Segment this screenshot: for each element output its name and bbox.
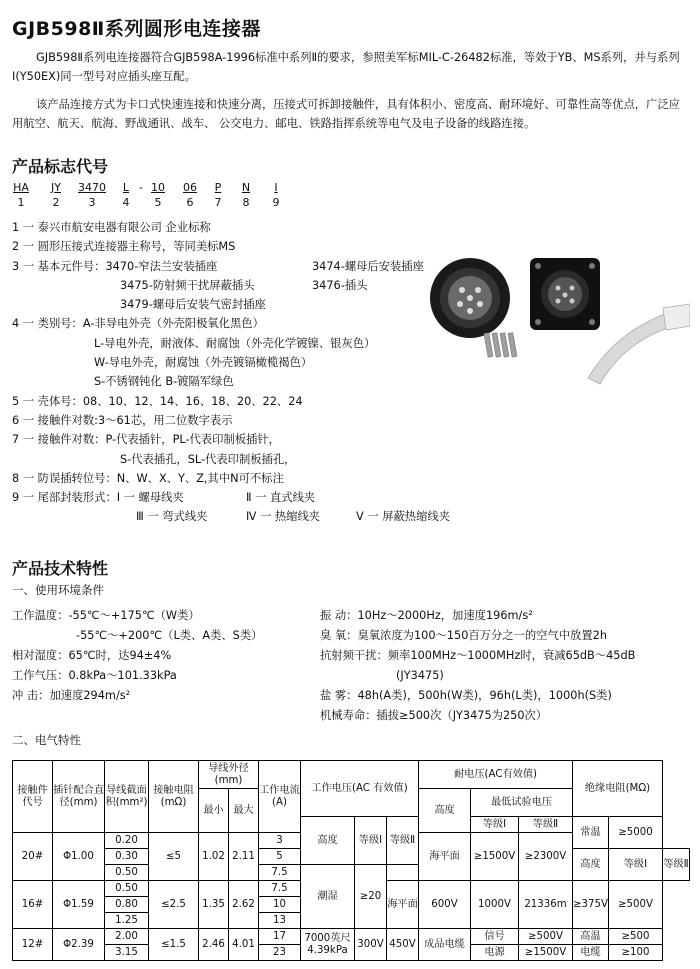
table-row: 0.80 10: [13, 897, 690, 913]
intro-paragraph-1: GJB598Ⅱ系列电连接器符合GJB598A-1996标准中系列Ⅱ的要求，参照美军标MIL-C-26482标准，等效于YB、MS系列，并与系列I(Y50EX)同一型号对应插头座互配。: [12, 51, 680, 83]
header-contact: 接触件代号: [13, 761, 53, 833]
legend-item-4: 4 一 类别号：A-非导电外壳（外壳阳极氧化黑色）: [12, 317, 264, 331]
code-number: 7: [214, 196, 222, 209]
legend-item-7-cont: S-代表插孔，SL-代表印制板插孔，: [120, 452, 296, 466]
legend-item-6: 6 一 接触件对数:3～61芯，用二位数字表示: [12, 413, 233, 427]
legend-item-7: 7 一 接触件对数：P-代表插针，PL-代表印制板插针，: [12, 433, 280, 447]
env-rf-2: (JY3475): [396, 669, 444, 682]
header-wire: 导线截面积(mm²): [105, 761, 149, 833]
env-title: 一、使用环境条件: [12, 583, 104, 597]
code-number: 2: [52, 196, 60, 209]
legend-item-3-cont2: 3479-螺母后安装气密封插座: [120, 298, 266, 312]
header-insulation: 绝缘电阻(MΩ): [573, 761, 663, 817]
legend-item-9-cont: Ⅲ 一 弯式线夹 Ⅳ 一 热缩线夹 Ⅴ 一 屏蔽热缩线夹: [136, 510, 450, 524]
env-conditions-right: [320, 606, 635, 726]
header-wd-min: 最低试验电压: [471, 789, 573, 817]
code-part: N: [241, 181, 251, 194]
legend-item-4-cont2: W-导电外壳，耐腐蚀（外壳镀镉橄榄褐色）: [94, 356, 313, 370]
code-number: 4: [122, 196, 130, 209]
code-part: JY: [51, 181, 61, 194]
electrical-spec-table: [12, 760, 690, 961]
env-conditions-left: [12, 606, 262, 706]
code-number: 5: [154, 196, 162, 209]
table-row: 20# Φ1.00 0.20 ≤5 1.02 2.11 3 海平面 ≥1500V ≥2300V: [13, 833, 690, 849]
wv-alt: 高度: [301, 817, 355, 865]
section-title-tech: 产品技术特性: [12, 559, 109, 578]
legend-item-3: 3 一 基本元件号：3470-窄法兰安装插座 3474-螺母后安装插座: [12, 259, 424, 273]
code-part: 3470: [78, 181, 106, 194]
code-number: 6: [186, 196, 194, 209]
env-life: 机械寿命：插拔≥500次（JY3475为250次）: [320, 709, 548, 722]
code-part: HA: [13, 181, 29, 194]
legend-item-4-cont3: S-不锈钢钝化 B-镀隔军绿色: [94, 375, 234, 389]
table-row: 16# Φ1.59 0.50 ≤2.5 1.35 2.62 7.5 海平面 600V 1000V 21336m ≥375V ≥500V: [13, 881, 690, 897]
ins-normal: 常温: [573, 817, 609, 849]
code-part: -: [139, 181, 143, 194]
code-part: 06: [183, 181, 197, 194]
table-row: 0.30 5 高度 等级Ⅰ 等级Ⅱ: [13, 849, 690, 865]
code-part: 10: [151, 181, 165, 194]
code-number: 9: [272, 196, 280, 209]
table-row: 3.15 23 电源 ≥1500V 电缆 ≥100: [13, 945, 690, 961]
header-od-max: 最大: [229, 789, 259, 833]
code-part: L: [122, 181, 130, 194]
code-part: P: [214, 181, 222, 194]
env-temp-2: -55℃～+200℃（L类、A类、S类）: [76, 629, 263, 642]
wv-g2: 等级Ⅱ: [387, 817, 419, 865]
header-working-voltage: 工作电压(AC 有效值): [301, 761, 419, 817]
env-temp: 工作温度：-55℃～+175℃（W类）: [12, 609, 200, 622]
env-salt: 盐 雾：48h(A类)，500h(W类)，96h(L类)，1000h(S类): [320, 689, 612, 702]
section-title-marking: 产品标志代号: [12, 157, 109, 176]
ins-normal-v: ≥5000: [608, 817, 662, 849]
legend-item-2: 2 一 圆形压接式连接器主称号，等同美标MS: [12, 240, 236, 254]
intro-paragraph-2: 该产品连接方式为卡口式快速连接和快速分离，压接式可拆卸接触件，具有体积小、密度高、耐环境好、可靠性高等优点，广泛应用航空、航天、航海、野战通讯、战车、 公交电力、邮电、铁路指挥系统等电气及电子设备的线路连接。: [12, 98, 680, 130]
header-withstand: 耐电压(AC有效值): [419, 761, 573, 789]
header-od-min: 最小: [199, 789, 229, 833]
wv-g1: 等级Ⅰ: [355, 817, 387, 865]
code-number: 8: [242, 196, 250, 209]
connector-photo: [428, 238, 690, 398]
header-res: 接触电阻(mΩ): [149, 761, 199, 833]
code-legend: [12, 218, 450, 527]
env-pressure: 工作气压：0.8kPa～101.33kPa: [12, 669, 177, 682]
code-part: I: [274, 181, 278, 194]
code-number: 1: [17, 196, 25, 209]
header-pin: 插针配合直径(mm): [53, 761, 105, 833]
legend-item-4-cont: L-导电外壳，耐液体、耐腐蚀（外壳化学镀镍、银灰色）: [94, 336, 376, 350]
page-title: GJB598Ⅱ系列圆形电连接器: [12, 18, 261, 40]
env-vibration: 振 动：10Hz～2000Hz，加速度196m/s²: [320, 609, 533, 622]
env-humidity: 相对湿度：65℃时，达94±4%: [12, 649, 172, 662]
wd-g1: 等级Ⅰ: [471, 817, 519, 833]
header-current: 工作电流(A): [259, 761, 301, 833]
product-code: [12, 181, 312, 211]
code-number: 3: [88, 196, 96, 209]
table-row: 1.25 13: [13, 913, 690, 929]
header-wd-alt: 高度: [419, 789, 471, 833]
header-od: 导线外径(mm): [199, 761, 259, 789]
legend-item-1: 1 一 泰兴市航安电器有限公司 企业标称: [12, 221, 211, 234]
legend-item-5: 5 一 壳体号：08、10、12、14、16、18、20、22、24: [12, 394, 303, 408]
legend-item-9: 9 一 尾部封装形式：Ⅰ 一 螺母线夹 Ⅱ 一 直式线夹: [12, 491, 316, 505]
elec-title: 二、电气特性: [12, 733, 81, 747]
legend-item-8: 8 一 防误插转位号：N、W、X、Y、Z,其中N可不标注: [12, 471, 284, 485]
env-rf: 抗射频干扰：频率100MHz～1000MHz时，衰减65dB～45dB: [320, 649, 636, 662]
env-ozone: 臭 氧：臭氧浓度为100～150百万分之一的空气中放置2h: [320, 629, 608, 642]
env-shock: 冲 击：加速度294m/s²: [12, 689, 131, 702]
wd-g2: 等级Ⅱ: [519, 817, 573, 833]
table-row: 12# Φ2.39 2.00 ≤1.5 2.46 4.01 17 7000英尺 4.39kPa 300V 450V 成品电缆 信号 ≥500V 高温 ≥500: [13, 929, 690, 945]
legend-item-3-cont: 3475-防射频干扰屏蔽插头 3476-插头: [120, 278, 368, 292]
table-row: 0.50 7.5 潮湿 ≥20: [13, 865, 690, 881]
